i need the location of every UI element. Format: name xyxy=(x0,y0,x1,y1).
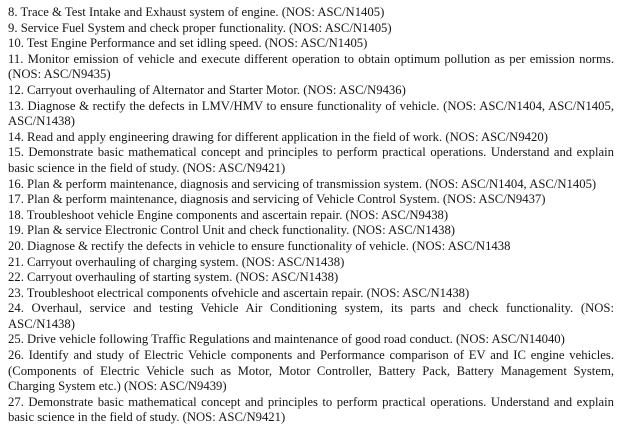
list-item: 8. Trace & Test Intake and Exhaust system of engine. (NOS: ASC/N1405) xyxy=(8,5,385,19)
list-item: 20. Diagnose & rectify the defects in vehicle to ensure functionality of vehicle. (NOS: ASC/N1438 xyxy=(8,238,511,253)
list-item: 13. Diagnose & rectify the defects in LMV/HMV to ensure functionality of vehicle. (NOS: ASC/N1404, ASC/N1405, ASC/N1438) xyxy=(8,98,614,129)
list-item: 22. Carryout overhauling of starting system. (NOS: ASC/N1438) xyxy=(8,270,339,285)
list-item: 24. Overhaul, service and testing Vehicle Air Conditioning system, its parts and check functionality. (NOS: ASC/N1438) xyxy=(8,301,614,331)
list-item: 16. Plan & perform maintenance, diagnosis and servicing of transmission system. (NOS: ASC/N1404, ASC/N1405) xyxy=(8,176,597,191)
list-item: 15. Demonstrate basic mathematical concept and principles to perform practical operations. Understand and explain basic science in the field of study. (NOS: ASC/N9421) xyxy=(8,145,614,175)
list-item: 11. Monitor emission of vehicle and execute different operation to obtain optimum pollution as per emission norms. (NOS: ASC/N9435) xyxy=(8,51,614,82)
list-item: 21. Carryout overhauling of charging system. (NOS: ASC/N1438) xyxy=(8,254,345,269)
list-item: 26. Identify and study of Electric Vehicle components and Performance comparison of EV and IC engine vehicles. (Components of Electric Vehicle such as Motor, Motor Controller, Battery Pack, Battery Management System, Charging System etc.) (NOS: ASC/N9439) xyxy=(8,348,614,394)
list-item: 10. Test Engine Performance and set idling speed. (NOS: ASC/N1405) xyxy=(8,36,368,51)
list-item: 23. Troubleshoot electrical components ofvehicle and ascertain repair. (NOS: ASC/N1438) xyxy=(8,285,470,300)
list-item: 18. Troubleshoot vehicle Engine components and ascertain repair. (NOS: ASC/N9438) xyxy=(8,207,449,222)
list-item: 14. Read and apply engineering drawing for different application in the field of work. (NOS: ASC/N9420) xyxy=(8,129,548,144)
list-item: 17. Plan & perform maintenance, diagnosis and servicing of Vehicle Control System. (NOS: ASC/N9437) xyxy=(8,192,546,207)
list-item: 9. Service Fuel System and check proper functionality. (NOS: ASC/N1405) xyxy=(8,20,392,35)
list-item: 12. Carryout overhauling of Alternator and Starter Motor. (NOS: ASC/N9436) xyxy=(8,82,406,97)
list-item: 25. Drive vehicle following Traffic Regulations and maintenance of good road conduct. (NOS: ASC/N14040) xyxy=(8,332,565,347)
list-item: 19. Plan & service Electronic Control Unit and check functionality. (NOS: ASC/N1438) xyxy=(8,223,456,238)
list-item: 27. Demonstrate basic mathematical concept and principles to perform practical operations. Understand and explain basic science in the field of study. (NOS: ASC/N9421) xyxy=(8,394,614,425)
